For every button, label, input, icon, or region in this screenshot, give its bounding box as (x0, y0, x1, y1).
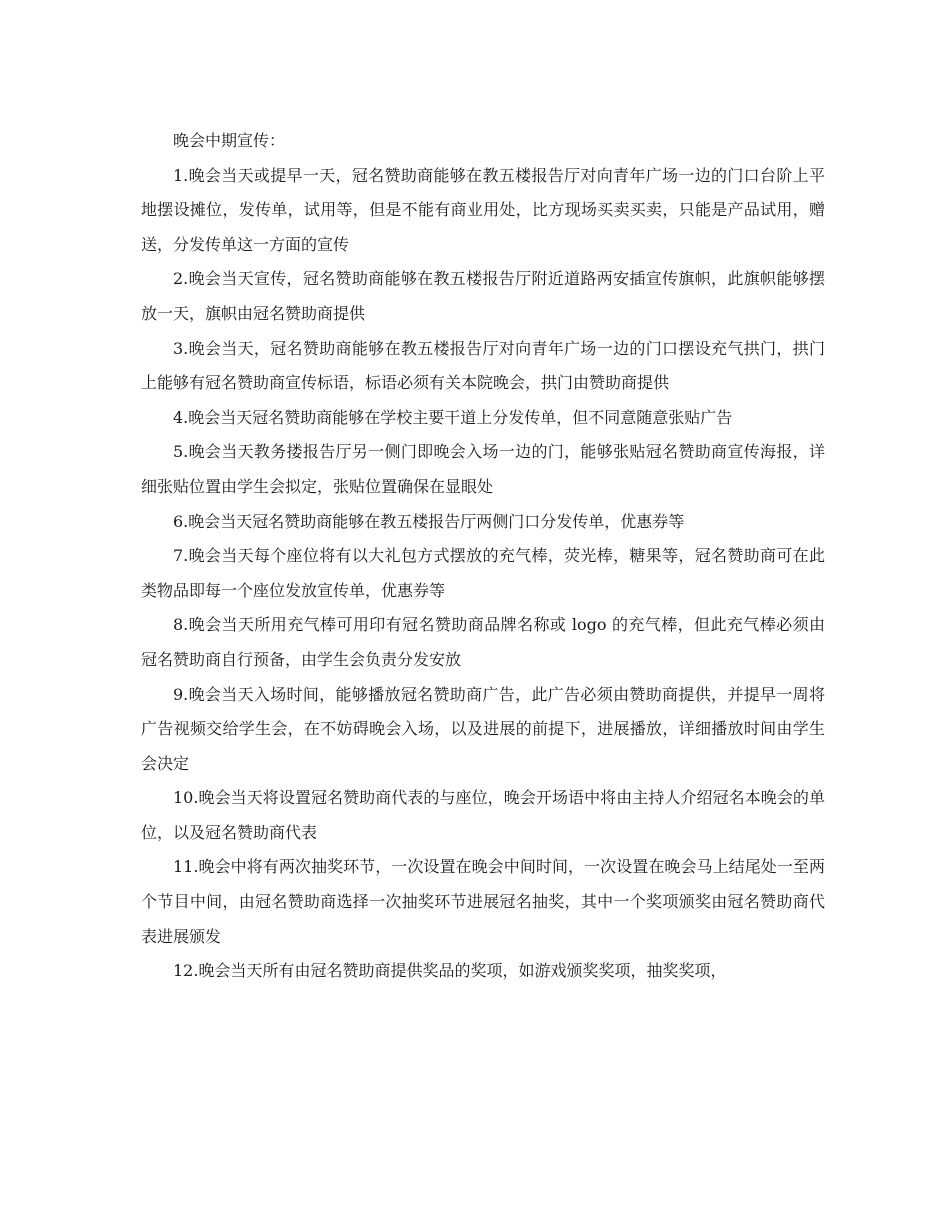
list-item: 8.晚会当天所用充气棒可用印有冠名赞助商品牌名称或 logo 的充气棒，但此充气棒必须由冠名赞助商自行预备，由学生会负责分发安放 (141, 615, 825, 669)
list-item: 3.晚会当天，冠名赞助商能够在教五楼报告厅对向青年广场一边的门口摆设充气拱门，拱门上能够有冠名赞助商宣传标语，标语必须有关本院晚会，拱门由赞助商提供 (141, 338, 825, 393)
document-page (141, 124, 825, 989)
list-item: 2.晚会当天宣传，冠名赞助商能够在教五楼报告厅附近道路两安插宣传旗帜，此旗帜能够摆放一天，旗帜由冠名赞助商提供 (141, 269, 825, 323)
list-item: 11.晚会中将有两次抽奖环节，一次设置在晚会中间时间，一次设置在晚会马上结尾处一至两个节目中间，由冠名赞助商选择一次抽奖环节进展冠名抽奖，其中一个奖项颁奖由冠名赞助商代表进展颁发 (141, 857, 825, 946)
list-item: 6.晚会当天冠名赞助商能够在教五楼报告厅两侧门口分发传单，优惠券等 (173, 511, 685, 531)
list-item: 9.晚会当天入场时间，能够播放冠名赞助商广告，此广告必须由赞助商提供，并提早一周将广告视频交给学生会，在不妨碍晚会入场，以及进展的前提下，进展播放，详细播放时间由学生会决定 (141, 684, 825, 773)
list-item: 4.晚会当天冠名赞助商能够在学校主要干道上分发传单，但不同意随意张贴广告 (173, 407, 733, 427)
list-item: 7.晚会当天每个座位将有以大礼包方式摆放的充气棒，荧光棒，糖果等，冠名赞助商可在此类物品即每一个座位发放宣传单，优惠券等 (141, 546, 825, 600)
list-item: 12.晚会当天所有由冠名赞助商提供奖品的奖项，如游戏颁奖奖项，抽奖奖项， (173, 961, 727, 981)
section-heading: 晚会中期宣传： (173, 131, 286, 150)
list-item: 5.晚会当天教务搂报告厅另一侧门即晚会入场一边的门，能够张贴冠名赞助商宣传海报，详细张贴位置由学生会拟定，张贴位置确保在显眼处 (141, 442, 825, 496)
list-item: 10.晚会当天将设置冠名赞助商代表的与座位，晚会开场语中将由主持人介绍冠名本晚会的单位，以及冠名赞助商代表 (141, 788, 825, 842)
list-item: 1.晚会当天或提早一天，冠名赞助商能够在教五楼报告厅对向青年广场一边的门口台阶上平地摆设摊位，发传单，试用等，但是不能有商业用处，比方现场买卖买卖，只能是产品试用，赠送，分发传单这一方面的宣传 (141, 165, 825, 254)
